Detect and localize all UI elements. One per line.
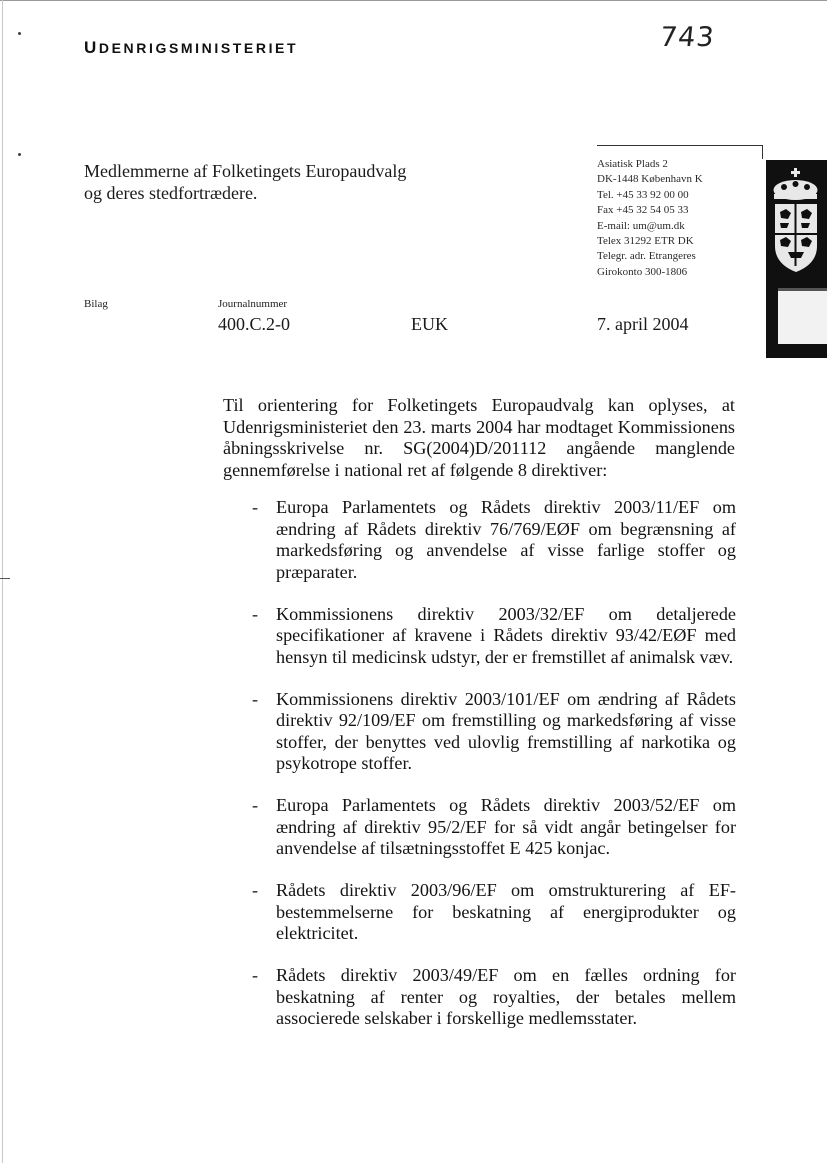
- bullet-dash: -: [252, 603, 259, 624]
- journal-number: 400.C.2-0: [218, 314, 290, 334]
- ministry-initial: U: [84, 38, 99, 57]
- directive-text: Europa Parlamentets og Rådets direktiv 2003/52/EF om ændring af direktiv 95/2/EF for så vidt angår betingelser for anvendelse af tilsætningsstoffet E 425 konjac.: [276, 795, 736, 858]
- list-item: [252, 880, 736, 945]
- bullet-dash: -: [252, 795, 259, 815]
- scan-tick: [0, 578, 10, 579]
- directive-list: [252, 497, 736, 1050]
- address-line: Telex 31292 ETR DK: [597, 235, 694, 248]
- list-item: [252, 795, 736, 860]
- address-line: E-mail: um@um.dk: [597, 219, 685, 232]
- bullet-dash: -: [252, 880, 259, 900]
- list-item: [252, 497, 736, 583]
- journal-label: Journalnummer: [218, 298, 288, 310]
- address-line: Fax +45 32 54 05 33: [597, 204, 689, 217]
- recipient-block: [84, 160, 406, 204]
- address-line: DK-1448 København K: [597, 173, 703, 186]
- letter-date: 7. april 2004: [597, 314, 689, 334]
- intro-paragraph: Til orientering for Folketingets Europaudvalg kan oplyses, at Udenrigsministeriet den 23. marts 2004 har modtaget Kommissionens åbningsskrivelse nr. SG(2004)D/201112 angående manglende gennemførelse i national ret af følgende 8 direktiver:: [223, 395, 735, 480]
- office-code: EUK: [411, 314, 448, 334]
- recipient-line: og deres stedfortrædere.: [84, 183, 258, 203]
- scan-dot: [18, 32, 21, 35]
- ministry-name: [84, 38, 298, 58]
- list-item: [252, 965, 736, 1030]
- bilag-label: Bilag: [84, 298, 108, 310]
- directive-text: Rådets direktiv 2003/96/EF om omstrukturering af EF-bestemmelserne for beskatning af energiprodukter og elektricitet.: [276, 880, 736, 943]
- directive-text: Kommissionens direktiv 2003/101/EF om ændring af Rådets direktiv 92/109/EF om fremstilling og markedsføring af visse stoffer, der benyttes ved ulovlig fremstilling af narkotika og psykotrope stoffer.: [276, 688, 736, 773]
- list-item: [252, 604, 736, 669]
- scan-edge-left: [2, 0, 3, 1163]
- address-rule-end: [762, 145, 763, 159]
- address-block: [597, 157, 703, 280]
- scan-edge-top: [0, 0, 827, 1]
- scan-dot: [18, 153, 21, 156]
- address-line: Telegr. adr. Etrangeres: [597, 250, 696, 263]
- bullet-dash: -: [252, 688, 259, 709]
- ministry-rest: DENRIGSMINISTERIET: [98, 40, 299, 56]
- directive-text: Kommissionens direktiv 2003/32/EF om detaljerede specifikationer af kravene i Rådets direktiv 93/42/EØF med hensyn til medicinsk udstyr, der er fremstillet af animalsk væv.: [276, 603, 736, 667]
- bullet-dash: -: [252, 965, 259, 985]
- bullet-dash: -: [252, 497, 259, 517]
- handwritten-page-number: 743: [658, 22, 717, 53]
- address-line: Girokonto 300-1806: [597, 265, 688, 278]
- royal-coat-of-arms-icon: [766, 160, 827, 358]
- address-line: Tel. +45 33 92 00 00: [597, 188, 689, 201]
- address-rule: [597, 145, 763, 146]
- crest-panel: [766, 160, 827, 358]
- directive-text: Europa Parlamentets og Rådets direktiv 2003/11/EF om ændring af Rådets direktiv 76/769/EØF om begrænsning af markedsføring og anvendelse af visse farlige stoffer og præparater.: [276, 497, 736, 582]
- address-line: Asiatisk Plads 2: [597, 158, 668, 170]
- recipient-line: Medlemmerne af Folketingets Europaudvalg: [84, 161, 407, 181]
- directive-text: Rådets direktiv 2003/49/EF om en fælles ordning for beskatning af renter og royalties, der betales mellem associerede selskaber i forskellige medlemsstater.: [276, 965, 736, 1028]
- list-item: [252, 689, 736, 775]
